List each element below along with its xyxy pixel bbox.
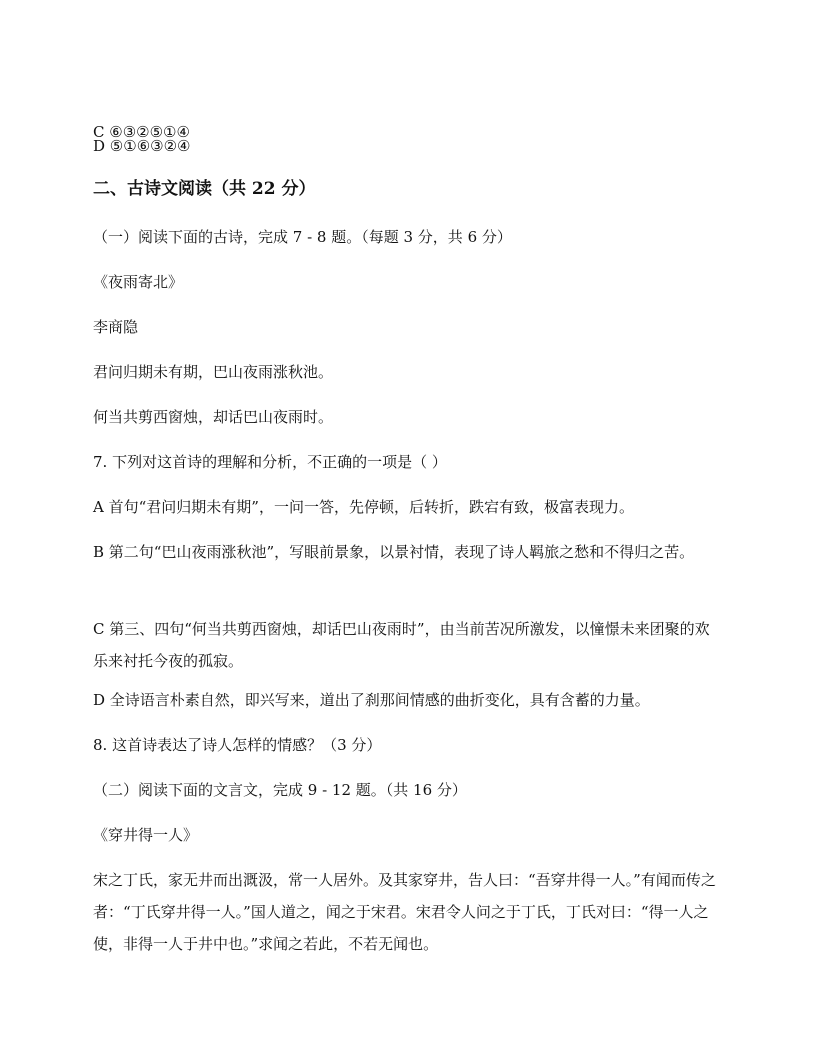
question-7-option-b: B 第二句“巴山夜雨涨秋池”，写眼前景象，以景衬情，表现了诗人羁旅之愁和不得归之苦。 bbox=[93, 543, 695, 561]
question-7-option-c: C 第三、四句“何当共剪西窗烛，却话巴山夜雨时”，由当前苦况所激发，以憧憬未来团聚的欢乐来衬托今夜的孤寂。 bbox=[93, 620, 710, 670]
option-d: D ⑤①⑥③②④ bbox=[93, 137, 191, 155]
poem-line-1: 君问归期未有期，巴山夜雨涨秋池。 bbox=[93, 363, 334, 381]
part2-instruction: （二）阅读下面的文言文，完成 9 - 12 题。（共 16 分） bbox=[93, 781, 467, 799]
question-8: 8. 这首诗表达了诗人怎样的情感？（3 分） bbox=[93, 736, 382, 754]
question-7-stem: 7. 下列对这首诗的理解和分析，不正确的一项是（ ） bbox=[93, 453, 447, 471]
part1-instruction: （一）阅读下面的古诗，完成 7 - 8 题。（每题 3 分，共 6 分） bbox=[93, 228, 512, 246]
poem-line-2: 何当共剪西窗烛，却话巴山夜雨时。 bbox=[93, 408, 334, 426]
poem-title: 《夜雨寄北》 bbox=[93, 273, 184, 291]
option-c: C ⑥③②⑤①④ bbox=[93, 123, 190, 141]
prose-text: 宋之丁氏，家无井而出溉汲，常一人居外。及其家穿井，告人曰：“吾穿井得一人。”有闻而传之者：“丁氏穿井得一人。”国人道之，闻之于宋君。宋君令人问之于丁氏，丁氏对曰：“得一人之使，非得一人于井中也。”求闻之若此，不若无闻也。 bbox=[93, 871, 716, 953]
prose-title: 《穿井得一人》 bbox=[93, 826, 199, 844]
question-7-option-d: D 全诗语言朴素自然，即兴写来，道出了刹那间情感的曲折变化，具有含蓄的力量。 bbox=[93, 691, 650, 709]
poem-author: 李商隐 bbox=[93, 318, 139, 336]
question-7-option-a: A 首句“君问归期未有期”，一问一答，先停顿，后转折，跌宕有致，极富表现力。 bbox=[93, 498, 634, 516]
section-heading: 二、古诗文阅读（共 22 分） bbox=[93, 179, 316, 199]
